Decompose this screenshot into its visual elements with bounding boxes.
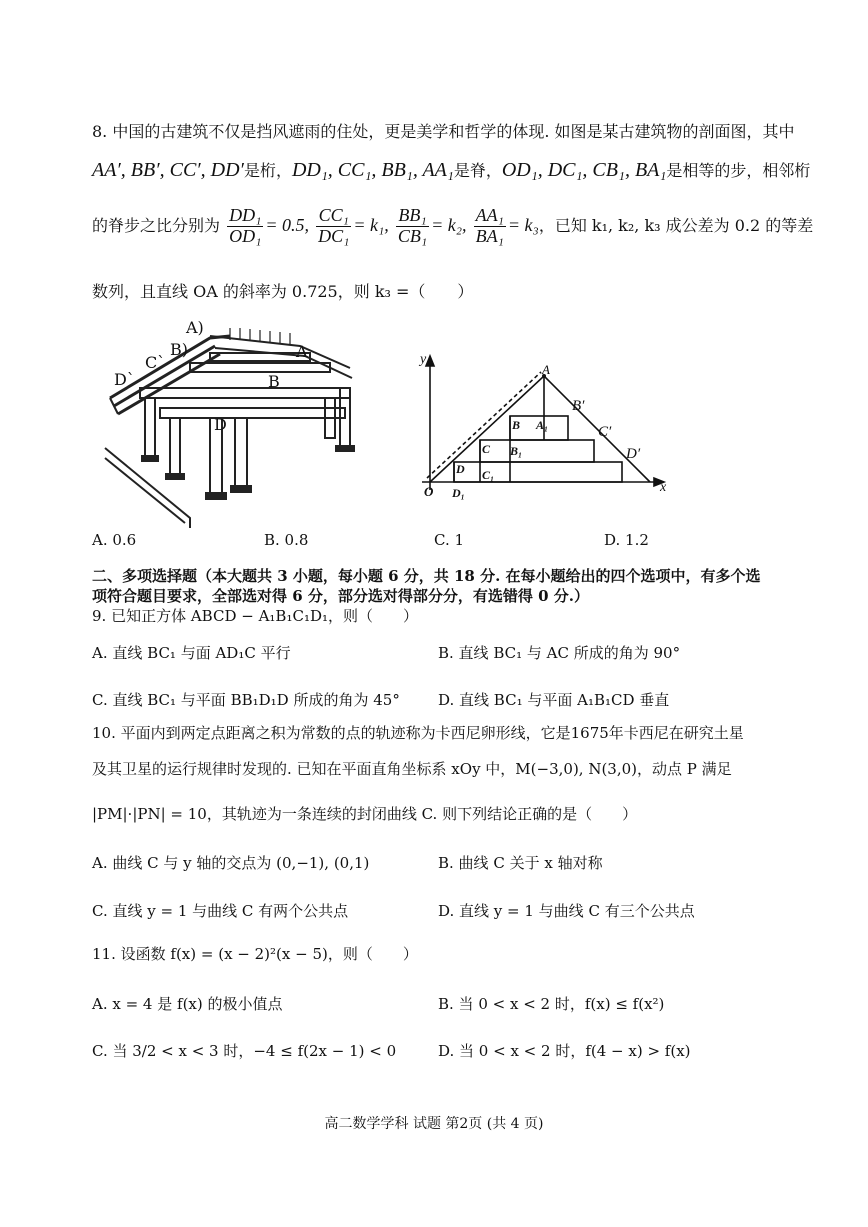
q11-option-a[interactable]: A. x = 4 是 f(x) 的极小值点: [92, 995, 283, 1013]
fraction-denominator: BA₁: [475, 225, 504, 246]
diagram-point-b1: B₁: [510, 444, 523, 458]
photo-label-a: A: [296, 342, 308, 361]
fraction-numerator: CC₁: [316, 206, 351, 227]
roof-right: [544, 376, 650, 482]
q10-option-a[interactable]: A. 曲线 C 与 y 轴的交点为 (0,−1), (0,1): [92, 854, 370, 872]
q8-ridges: DD₁, CC₁, BB₁, AA₁: [291, 159, 454, 181]
q8-stem-line3: [92, 206, 813, 247]
diagram-point-a: A: [542, 362, 550, 377]
q8-option-a[interactable]: A. 0.6: [92, 531, 137, 549]
diagram-x-label: x: [660, 480, 667, 495]
q8-text: 是桁，: [243, 161, 292, 180]
q10-stem-line2: 及其卫星的运行规律时发现的. 已知在平面直角坐标系 xOy 中，M(−3,0), N(3,0)，动点 P 满足: [92, 760, 732, 778]
equation: = k₂,: [431, 214, 467, 235]
diagram-point-b: B: [512, 418, 521, 432]
fraction: [396, 206, 429, 247]
fraction-numerator: DD₁: [229, 205, 262, 225]
diagram-point-c: C: [482, 442, 491, 456]
fraction-numerator: BB₁: [396, 206, 429, 227]
q8-text: ，已知 k₁, k₂, k₃ 成公差为 0.2 的等差: [538, 215, 814, 235]
q8-stem-line1: 8. 中国的古建筑不仅是挡风遮雨的住处，更是美学和哲学的体现. 如图是某古建筑物的剖面图，其中: [92, 122, 795, 141]
fraction: [227, 206, 263, 247]
diagram-point-d1: D₁: [452, 486, 465, 500]
section-2-heading: 二、多项选择题（本大题共 3 小题，每小题 6 分，共 18 分. 在每小题给出的四个选项中，有多个选: [92, 567, 761, 585]
q8-option-b[interactable]: B. 0.8: [264, 531, 309, 549]
diagram-point-d: D: [456, 462, 465, 476]
q10-option-d[interactable]: D. 直线 y = 1 与曲线 C 有三个公共点: [438, 902, 695, 920]
equation: = k₁,: [353, 214, 389, 235]
diagram-point-b-prime: B′: [572, 398, 585, 414]
fraction-numerator: AA₁: [475, 205, 504, 225]
q8-option-c[interactable]: C. 1: [434, 531, 465, 549]
q11-stem: 11. 设函数 f(x) = (x − 2)²(x − 5)，则（ ）: [92, 945, 418, 963]
q10-option-c[interactable]: C. 直线 y = 1 与曲线 C 有两个公共点: [92, 902, 349, 920]
q8-text: 的脊步之比分别为: [92, 215, 221, 235]
diagram-point-c1: C₁: [482, 468, 495, 482]
photo-label-c-prime: C`: [145, 353, 166, 372]
q8-text: 是脊，: [453, 161, 502, 180]
q8-steps: OD₁, DC₁, CB₁, BA₁: [501, 159, 667, 181]
q8-stem-line4: 数列，且直线 OA 的斜率为 0.725，则 k₃ =（ ）: [92, 282, 474, 301]
diagram-point-c-prime: C′: [598, 424, 612, 440]
q9-stem: 9. 已知正方体 ABCD − A₁B₁C₁D₁，则（ ）: [92, 607, 419, 625]
q8-beams: AA′, BB′, CC′, DD′: [92, 159, 244, 181]
photo-label-a-prime: A): [186, 318, 204, 337]
photo-label-b-prime: B): [170, 340, 188, 359]
diagram-point-d-prime: D′: [626, 446, 641, 462]
fraction-denominator: CB₁: [397, 225, 428, 246]
photo-label-b: B: [268, 372, 280, 391]
equation: = k₃: [507, 214, 539, 235]
q11-option-d[interactable]: D. 当 0 < x < 2 时，f(4 − x) > f(x): [438, 1042, 691, 1060]
photo-label-d-prime: D`: [114, 370, 135, 389]
fraction-denominator: OD₁: [229, 225, 262, 246]
page-footer: 高二数学学科 试题 第2页 (共 4 页): [324, 1116, 544, 1132]
diagram-y-label: y: [420, 352, 427, 367]
ancient-building-illustration: [100, 318, 370, 528]
fraction: [474, 206, 506, 247]
fraction-denominator: DC₁: [318, 225, 350, 246]
q10-option-b[interactable]: B. 曲线 C 关于 x 轴对称: [438, 854, 603, 872]
diagram-point-a1: A₁: [536, 418, 549, 432]
q9-option-b[interactable]: B. 直线 BC₁ 与 AC 所成的角为 90°: [438, 644, 681, 662]
q10-stem-line3: |PM|·|PN| = 10，其轨迹为一条连续的封闭曲线 C. 则下列结论正确的是（ ）: [92, 805, 638, 823]
q11-option-c[interactable]: C. 当 3/2 < x < 3 时，−4 ≤ f(2x − 1) < 0: [92, 1042, 397, 1060]
photo-label-d: D: [214, 415, 227, 434]
fraction: [316, 206, 351, 247]
q10-stem-line1: 10. 平面内到两定点距离之积为常数的点的轨迹称为卡西尼卵形线，它是1675年卡西尼在研究土星: [92, 724, 744, 742]
section-2-heading-line2: 项符合题目要求，全部选对得 6 分，部分选对得部分分，有选错得 0 分.）: [92, 587, 589, 605]
q11-option-b[interactable]: B. 当 0 < x < 2 时，f(x) ≤ f(x²): [438, 995, 665, 1013]
q9-option-d[interactable]: D. 直线 BC₁ 与平面 A₁B₁CD 垂直: [438, 691, 670, 709]
q8-text: 是相等的步，相邻桁: [666, 161, 811, 180]
diagram-origin-label: O: [424, 484, 434, 499]
q8-option-d[interactable]: D. 1.2: [604, 531, 649, 549]
roof-left: [430, 376, 544, 482]
equation: = 0.5,: [265, 214, 310, 235]
q9-option-a[interactable]: A. 直线 BC₁ 与面 AD₁C 平行: [92, 644, 291, 662]
q8-stem-line2: [92, 158, 810, 182]
q9-option-c[interactable]: C. 直线 BC₁ 与平面 BB₁D₁D 所成的角为 45°: [92, 691, 400, 709]
